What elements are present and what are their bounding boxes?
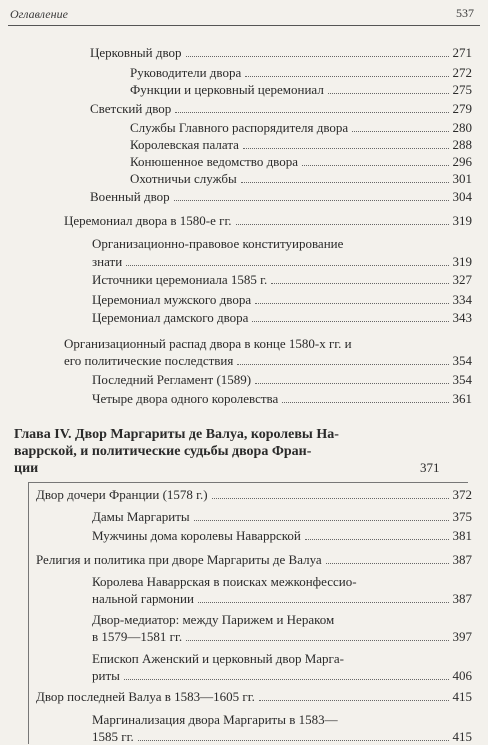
toc-entry: Организационно-правовое конституирование знати 319 — [92, 236, 472, 269]
toc-entry: Королева Наваррская в поисках межконфессио- нальной гармонии 387 — [92, 574, 472, 606]
toc-entry: Мужчины дома королевы Наваррской 381 — [92, 528, 472, 543]
toc-entry: Королевская палата 288 — [130, 137, 472, 152]
toc-entry: Церемониал дамского двора 343 — [92, 310, 472, 325]
toc-entry: Четыре двора одного королевства 361 — [92, 391, 472, 406]
toc-entry: Церемониал двора в 1580-е гг. 319 — [64, 213, 472, 228]
section-title: Оглавление — [10, 7, 68, 21]
toc-entry: Охотничьи службы 301 — [130, 171, 472, 186]
toc-entry: Дамы Маргариты 375 — [92, 509, 472, 524]
toc-entry: Двор-медиатор: между Парижем и Нераком в 1579—1581 гг. 397 — [92, 612, 472, 644]
toc-entry: Двор последней Валуа в 1583—1605 гг. 415 — [36, 689, 472, 704]
toc-entry: Руководители двора 272 — [130, 65, 472, 80]
toc-entry: Епископ Аженский и церковный двор Марга- риты 406 — [92, 651, 472, 683]
toc-entry: Маргинализация двора Маргариты в 1583— 1585 гг. 415 — [92, 712, 472, 744]
page-number: 537 — [456, 6, 474, 20]
toc-entry: Двор дочери Франции (1578 г.) 372 — [36, 487, 472, 502]
chapter-page: 371 — [420, 460, 440, 475]
toc-entry: Военный двор 304 — [90, 189, 472, 204]
toc-entry: Функции и церковный церемониал 275 — [130, 82, 472, 97]
toc-entry: Организационный распад двора в конце 1580-х гг. и его политические последствия 354 — [64, 336, 472, 368]
toc-entry: Конюшенное ведомство двора 296 — [130, 154, 472, 169]
toc-entry: Последний Регламент (1589) 354 — [92, 372, 472, 387]
toc-entry: Службы Главного распорядителя двора 280 — [130, 120, 472, 135]
toc-entry: Источники церемониала 1585 г. 327 — [92, 272, 472, 287]
toc-entry: Религия и политика при дворе Маргариты де Валуа 387 — [36, 552, 472, 567]
toc-entry: Светский двор 279 — [90, 101, 472, 116]
chapter-rule — [28, 482, 29, 744]
chapter-top-rule — [28, 482, 468, 483]
chapter-heading: Глава IV. Двор Маргариты де Валуа, королевы На- варрской, и политические судьбы двора Фран- ции — [14, 427, 339, 476]
toc-entry: Церемониал мужского двора 334 — [92, 292, 472, 307]
toc-entry: Церковный двор 271 — [90, 45, 472, 60]
